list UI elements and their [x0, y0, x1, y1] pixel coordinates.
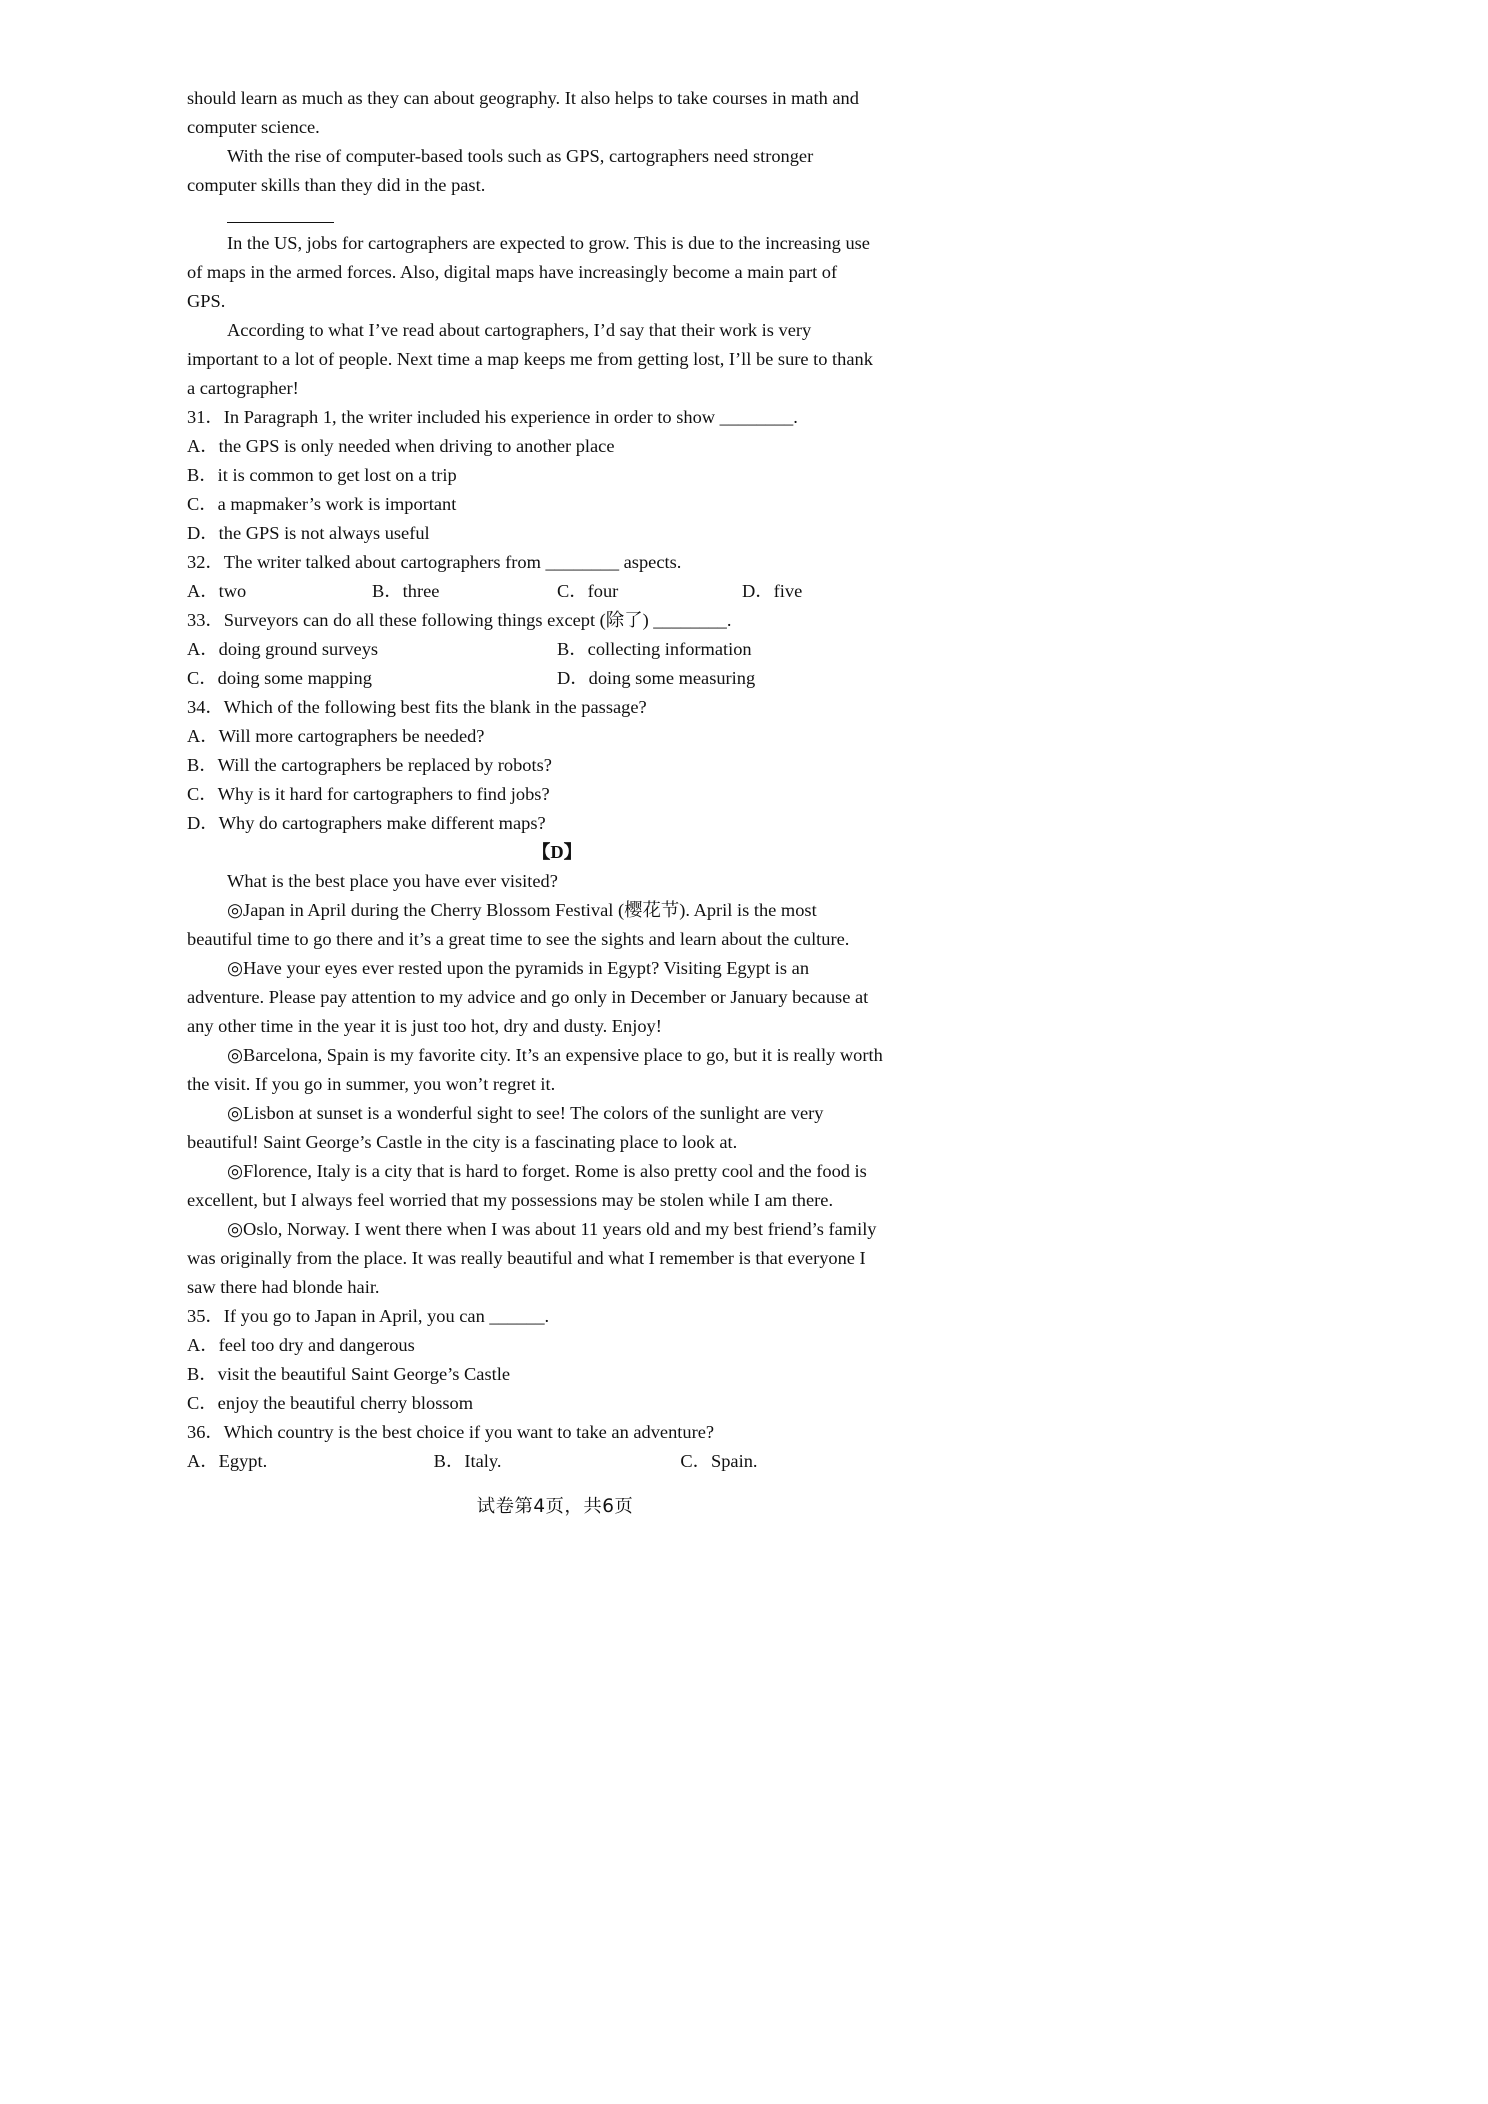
passage-line: any other time in the year it is just too hot, dry and dusty. Enjoy! — [187, 1016, 662, 1036]
passage-line: the visit. If you go in summer, you won’t regret it. — [187, 1074, 556, 1094]
question-option: B．it is common to get lost on a trip — [187, 465, 457, 485]
passage-line: adventure. Please pay attention to my advice and go only in December or January because at — [187, 987, 869, 1007]
passage-line: ◎Japan in April during the Cherry Blossom Festival (樱花节). April is the most — [227, 900, 817, 920]
passage-line: computer skills than they did in the past. — [187, 175, 486, 195]
page-footer: 试卷第4页，共6页 — [476, 1496, 634, 1517]
question-option: B．Italy. — [433, 1451, 502, 1471]
question-option: B．visit the beautiful Saint George’s Castle — [187, 1364, 510, 1384]
question-option: C．a mapmaker’s work is important — [187, 494, 457, 514]
passage-line: In the US, jobs for cartographers are expected to grow. This is due to the increasing use — [227, 233, 870, 253]
question-option: A．Egypt. — [187, 1451, 268, 1471]
option-row — [187, 577, 927, 606]
passage-line: important to a lot of people. Next time a map keeps me from getting lost, I’ll be sure to thank — [187, 349, 873, 369]
question-stem: 31．In Paragraph 1, the writer included his experience in order to show ________. — [187, 407, 798, 427]
option-row — [187, 1447, 927, 1476]
passage-line: According to what I’ve read about cartographers, I’d say that their work is very — [227, 320, 812, 340]
passage-line: What is the best place you have ever visited? — [227, 871, 558, 891]
question-option: D．the GPS is not always useful — [187, 523, 430, 543]
passage-blank — [187, 200, 927, 229]
option-row — [187, 664, 927, 693]
question-option: A．Will more cartographers be needed? — [187, 726, 485, 746]
passage-line: beautiful time to go there and it’s a great time to see the sights and learn about the culture. — [187, 929, 850, 949]
question-option: D．five — [742, 581, 803, 601]
passage-line: ◎Florence, Italy is a city that is hard to forget. Rome is also pretty cool and the food is — [227, 1161, 867, 1181]
passage-line: ◎Oslo, Norway. I went there when I was about 11 years old and my best friend’s family — [227, 1219, 877, 1239]
passage-line: ◎Lisbon at sunset is a wonderful sight to see! The colors of the sunlight are very — [227, 1103, 824, 1123]
passage-line: With the rise of computer-based tools such as GPS, cartographers need stronger — [227, 146, 814, 166]
question-option: C．four — [557, 581, 619, 601]
passage-line: should learn as much as they can about geography. It also helps to take courses in math and — [187, 88, 859, 108]
page-content — [187, 84, 927, 1476]
passage-line: GPS. — [187, 291, 226, 311]
passage-line: a cartographer! — [187, 378, 299, 398]
passage-line: of maps in the armed forces. Also, digital maps have increasingly become a main part of — [187, 262, 838, 282]
passage-line: beautiful! Saint George’s Castle in the city is a fascinating place to look at. — [187, 1132, 738, 1152]
question-option: D．doing some measuring — [557, 668, 756, 688]
passage-line: computer science. — [187, 117, 320, 137]
question-option: B．collecting information — [557, 639, 752, 659]
section-heading: 【D】 — [531, 842, 583, 862]
option-row — [187, 635, 927, 664]
question-option: C．Spain. — [680, 1451, 758, 1471]
blank-underline — [227, 222, 334, 223]
passage-line: excellent, but I always feel worried that my possessions may be stolen while I am there. — [187, 1190, 834, 1210]
question-option: B．Will the cartographers be replaced by robots? — [187, 755, 552, 775]
question-option: C．Why is it hard for cartographers to find jobs? — [187, 784, 550, 804]
question-stem: 35．If you go to Japan in April, you can ______. — [187, 1306, 550, 1326]
question-option: C．enjoy the beautiful cherry blossom — [187, 1393, 474, 1413]
question-stem: 36．Which country is the best choice if you want to take an adventure? — [187, 1422, 715, 1442]
question-option: D．Why do cartographers make different maps? — [187, 813, 546, 833]
passage-line: ◎Have your eyes ever rested upon the pyramids in Egypt? Visiting Egypt is an — [227, 958, 810, 978]
question-stem: 32．The writer talked about cartographers from ________ aspects. — [187, 552, 682, 572]
question-option: A．the GPS is only needed when driving to another place — [187, 436, 615, 456]
question-option: A．two — [187, 581, 247, 601]
passage-line: was originally from the place. It was really beautiful and what I remember is that everyone I — [187, 1248, 866, 1268]
passage-line: saw there had blonde hair. — [187, 1277, 380, 1297]
question-option: A．feel too dry and dangerous — [187, 1335, 415, 1355]
question-option: A．doing ground surveys — [187, 639, 379, 659]
question-option: B．three — [372, 581, 440, 601]
passage-line: ◎Barcelona, Spain is my favorite city. It’s an expensive place to go, but it is really worth — [227, 1045, 883, 1065]
question-stem: 34．Which of the following best fits the blank in the passage? — [187, 697, 647, 717]
question-option: C．doing some mapping — [187, 668, 372, 688]
question-stem: 33．Surveyors can do all these following things except (除了) ________. — [187, 610, 732, 630]
